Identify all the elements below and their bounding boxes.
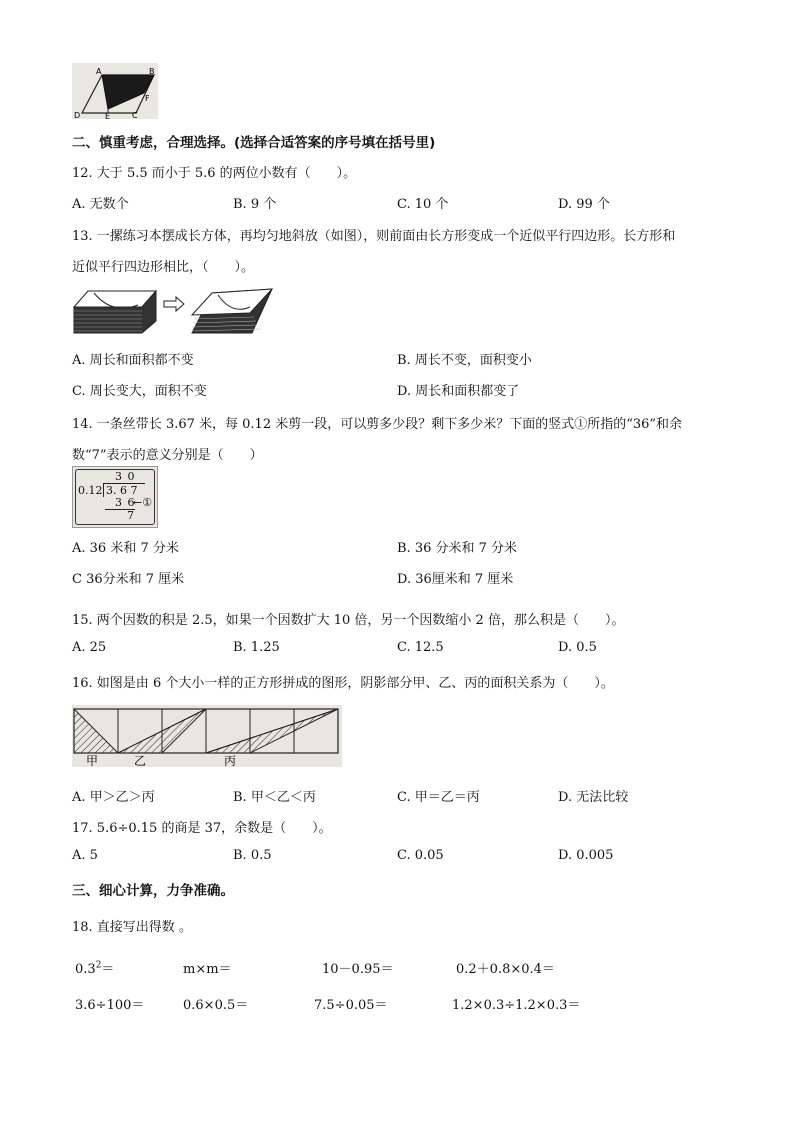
q16-option-b[interactable]: B. 甲＜乙＜丙 [233, 790, 316, 805]
section3-title: 三、细心计算，力争准确。 [72, 883, 234, 899]
calc-r2-c1: 3.6÷100＝ [75, 998, 145, 1013]
section2-title: 二、慎重考虑，合理选择。(选择合适答案的序号填在括号里) [72, 135, 436, 151]
q15-option-b[interactable]: B. 1.25 [233, 640, 280, 655]
division-divisor: 0.12 [78, 484, 103, 497]
q13-option-a[interactable]: A. 周长和面积都不变 [72, 353, 194, 368]
long-division-figure [72, 466, 158, 528]
q13-stem-line1: 13. 一摞练习本摆成长方体，再均匀地斜放（如图），则前面由长方形变成一个近似平行四边形。长方形和 [72, 229, 676, 244]
six-squares-svg [72, 705, 342, 767]
calc-r2-c2: 0.6×0.5＝ [183, 998, 249, 1013]
q16-option-d[interactable]: D. 无法比较 [558, 790, 629, 805]
division-partial: 3 6 [115, 496, 136, 509]
q17-stem: 17. 5.6÷0.15 的商是 37，余数是（ ）。 [72, 821, 332, 836]
q13-option-b[interactable]: B. 周长不变，面积变小 [397, 353, 532, 368]
q14-stem-line2: 数“7”表示的意义分别是（ ） [72, 448, 263, 463]
q14-option-b[interactable]: B. 36 分米和 7 分米 [397, 541, 518, 556]
notebook-stack-figure [72, 285, 274, 335]
q13-stem-line2: 近似平行四边形相比，（ ）。 [72, 260, 255, 275]
q12-option-c[interactable]: C. 10 个 [397, 197, 449, 212]
q17-option-b[interactable]: B. 0.5 [233, 848, 272, 863]
calc-r1-c1 [75, 958, 114, 977]
q18-stem: 18. 直接写出得数 。 [72, 920, 192, 935]
calc-r1-c2: m×m＝ [183, 962, 232, 977]
division-arrow: ← [133, 496, 143, 509]
q14-option-d[interactable]: D. 36厘米和 7 厘米 [397, 572, 514, 587]
label-a: A [96, 67, 102, 76]
q16-stem: 16. 如图是由 6 个大小一样的正方形拼成的图形，阴影部分甲、乙、丙的面积关系为（ ）。 [72, 676, 614, 691]
q12-option-d[interactable]: D. 99 个 [558, 197, 610, 212]
division-marker: ① [142, 496, 153, 509]
label-yi: 乙 [134, 754, 147, 767]
q15-option-d[interactable]: D. 0.5 [558, 640, 597, 655]
q13-option-d[interactable]: D. 周长和面积都变了 [397, 384, 520, 399]
q16-option-a[interactable]: A. 甲＞乙＞丙 [72, 790, 155, 805]
q17-option-c[interactable]: C. 0.05 [397, 848, 444, 863]
calc-r1-c1-base: 0.3 [75, 962, 96, 977]
q13-option-c[interactable]: C. 周长变大，面积不变 [72, 384, 207, 399]
q15-option-a[interactable]: A. 25 [72, 640, 107, 655]
calc-r1-c3: 10－0.95＝ [322, 962, 394, 977]
calc-r1-c1-eq: ＝ [101, 962, 115, 977]
label-e: E [105, 112, 111, 119]
division-dividend: 3. 6 7 [106, 484, 138, 497]
notebook-stack-svg [72, 285, 274, 335]
division-remainder: 7 [127, 509, 134, 522]
q12-option-a[interactable]: A. 无数个 [72, 197, 129, 212]
label-jia: 甲 [86, 754, 99, 767]
q14-option-c[interactable]: C 36分米和 7 厘米 [72, 572, 185, 587]
q14-stem-line1: 14. 一条丝带长 3.67 米，每 0.12 米剪一段，可以剪多少段？剩下多少米？下面的竖式①所指的“36”和余 [72, 417, 683, 432]
label-d: D [74, 111, 81, 119]
label-bing: 丙 [224, 754, 237, 767]
q14-option-a[interactable]: A. 36 米和 7 分米 [72, 541, 179, 556]
label-b: B [149, 67, 155, 76]
six-squares-figure [72, 705, 342, 767]
calc-r2-c3: 7.5÷0.05＝ [314, 998, 388, 1013]
q16-option-c[interactable]: C. 甲＝乙＝丙 [397, 790, 480, 805]
calc-r1-c4: 0.2＋0.8×0.4＝ [456, 962, 555, 977]
q12-option-b[interactable]: B. 9 个 [233, 197, 277, 212]
q17-option-d[interactable]: D. 0.005 [558, 848, 614, 863]
label-f: F [145, 94, 150, 103]
division-quotient: 3 0 [115, 470, 136, 483]
calc-r2-c4: 1.2×0.3÷1.2×0.3＝ [452, 998, 581, 1013]
parallelogram-svg [72, 63, 158, 119]
q17-option-a[interactable]: A. 5 [72, 848, 98, 863]
q15-stem: 15. 两个因数的积是 2.5，如果一个因数扩大 10 倍，另一个因数缩小 2 倍，那么积是（ ）。 [72, 613, 625, 628]
calc-r1-c1-exp: 2 [95, 960, 102, 971]
q15-option-c[interactable]: C. 12.5 [397, 640, 444, 655]
q12-stem: 12. 大于 5.5 而小于 5.6 的两位小数有（ ）。 [72, 166, 357, 181]
label-c: C [132, 111, 138, 119]
parallelogram-figure [72, 63, 158, 119]
